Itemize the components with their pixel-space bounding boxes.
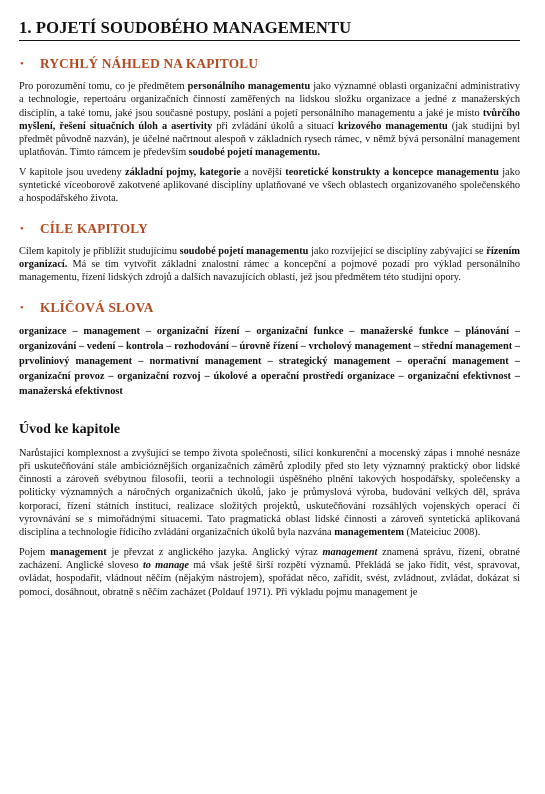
emphasized-text: management [50,546,107,558]
text-run: Pojem [19,546,51,558]
section-heading-preview [19,55,520,73]
text-run: V kapitole jsou uvedeny [19,166,126,178]
text-run: jako rozvíjející se disciplíny zabývající se [308,245,487,257]
goals-paragraph [19,245,520,285]
text-run: při zvládání úkolů a situací [212,120,338,132]
section-title: CÍLE KAPITOLY [40,220,148,236]
preview-paragraph-2 [19,166,520,206]
text-run: jako významné oblasti organizační administrativy a technologie, repertoáru organizačních činností zaměřených na lidskou složku organizace a jedné z manažerských disciplín, a také tomu, jaké jsou současné postupy, poslání a pojetí personálního managementu a jaké je místo [19,81,520,119]
keywords-list: organizace – management – organizační řízení – organizační funkce – manažerské funkce – plánování – organizování – vedení – kontrola – rozhodování – úrovně řízení – vrcholový management – střední management – prvoliniový management – normativní management – strategický management – operační management – organizační provoz – organizační rozvoj – úkolové a operační prostředí organizace – organizační efektivnost – manažerská efektivnost [19,325,520,398]
section-heading-keywords [19,299,520,317]
text-run: Má se tím vytvořit základní znalostní rámec a koncepční a pojmové pozadí pro výklad personálního managementu, řízení lidských zdrojů a dalších navazujících oblastí, jež jsou předmětem této studijní opory. [19,258,520,284]
text-run: má však ještě širší rozpětí významů. Překládá se jako řídit, vést, spravovat, ovládat, hospodařit, vládnout něčím (nějakým nástrojem), spořádat něco, zařídit, svést, zvládnout, zvládat, dokázat si pomoci, dosáhnout, obratně s něčím zacházet (Poldauf 1971). Při výkladu pojmu management je [19,559,520,598]
text-run: je převzat z anglického jazyka. Anglický výraz [106,546,323,558]
emphasized-text: krizového managementu [337,120,448,132]
bullet-icon: • [20,301,24,314]
intro-paragraph-2 [19,546,520,599]
emphasized-text: soudobé pojetí managementu [179,245,309,257]
text-run: znamená správu, řízení, obratné zacházení. Anglické sloveso [19,546,520,571]
chapter-title: 1. POJETÍ SOUDOBÉHO MANAGEMENTU [19,18,520,41]
text-run: jako syntetické víceoborově zakotvené aplikované disciplíny uplatňované ve všech oblastech organizovaného společenského a hospodářského života. [19,166,520,205]
intro-heading: Úvod ke kapitole [19,421,121,437]
emphasized-text: řízením organizací. [19,245,520,270]
text-run: a novější [240,166,286,178]
preview-paragraph-1 [19,80,520,160]
section-heading-goals [19,220,520,238]
emphasized-text: managementem [334,527,404,539]
section-title: KLÍČOVÁ SLOVA [40,299,154,315]
text-run: Pro porozumění tomu, co je předmětem [19,81,188,92]
emphasized-text: management [322,546,378,558]
emphasized-text: tvůrčího myšlení, řešení situačních úloh a asertivity [19,107,520,132]
emphasized-text: základní pojmy, kategorie [125,166,241,178]
intro-paragraph-1 [19,447,520,540]
text-run: Narůstající komplexnost a zvyšující se tempo života společnosti, sílící konkurenční a mocenský zápas i mnohé nesnáze při uskutečňování stále ambicióznějších organizačních záměrů zplodily před sto lety významný praktický obor lidské činnosti a zároveň svébytnou filosofii, teorii a technologii úspěšného plnění takových hospodářsky, společensky a politicky významných a náročných organizačních úkolů, jako je průmyslová výroba, budování velkých děl, správa korporací, řízení státních institucí, realizace složitých projektů, uskutečňování rozsáhlých vojenských operací či vyrovnávání se s mimořádnými situacemi. Tato pragmatická oblast lidské činnosti a zároveň syntetická aplikovaná disciplína a technologie řídicího zvládání organizačních úkolů byla nazvána [19,447,520,539]
section-title: RYCHLÝ NÁHLED NA KAPITOLU [40,56,259,71]
bullet-icon: • [20,58,24,70]
bullet-icon: • [20,222,24,235]
document-page [19,18,520,599]
text-run: (Mateiciuc 2008). [403,527,481,539]
emphasized-text: soudobé pojetí managementu. [188,147,320,159]
text-run: Cílem kapitoly je přiblížit studujícímu [19,245,180,257]
text-run: (jak studijní byl předmět původně nazván), je účelné načrtnout alespoň v základních rysech rámec, v němž bývá personální management uplatňován. Tímto rámcem je především [19,120,520,159]
emphasized-text: to manage [142,559,189,571]
emphasized-text: teoretické konstrukty a koncepce managementu [285,166,499,178]
emphasized-text: personálního managementu [187,81,311,92]
